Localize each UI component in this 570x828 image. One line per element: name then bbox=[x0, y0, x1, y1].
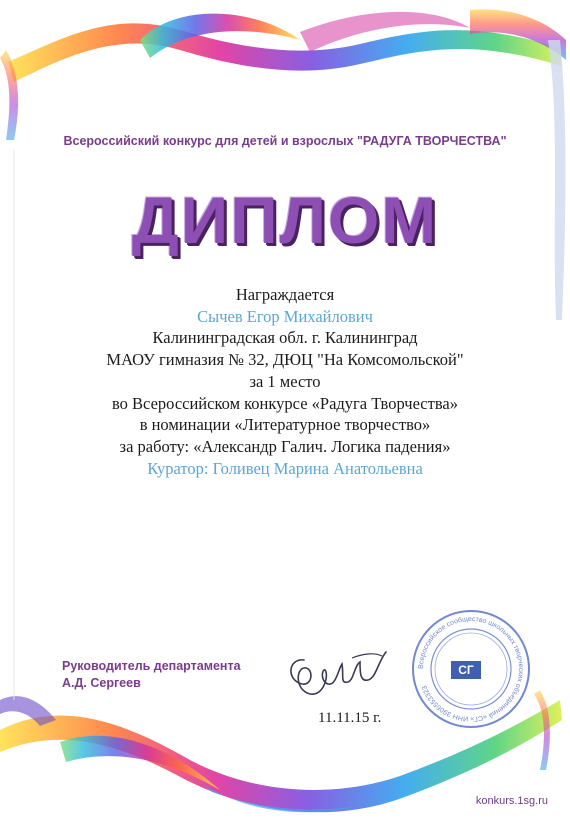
contest-header: Всероссийский конкурс для детей и взрослых "РАДУГА ТВОРЧЕСТВА" bbox=[63, 134, 507, 148]
recipient-name: Сычев Егор Михайлович bbox=[197, 306, 373, 326]
award-intro: Награждается bbox=[235, 285, 335, 304]
issue-date: 11.11.15 г. bbox=[318, 710, 382, 726]
signer-name: А.Д. Сергеев bbox=[62, 676, 141, 690]
handwritten-signature bbox=[282, 640, 392, 700]
award-work: за работу: «Александр Галич. Логика падения» bbox=[119, 436, 451, 456]
award-place: за 1 место bbox=[249, 371, 321, 391]
diploma-title: ДИПЛОМ bbox=[131, 183, 439, 257]
award-nomination: в номинации «Литературное творчество» bbox=[139, 415, 431, 435]
signer-block bbox=[62, 658, 241, 692]
signer-position: Руководитель департамента bbox=[62, 659, 241, 673]
award-contest: во Всероссийском конкурсе «Радуга Творчества» bbox=[112, 393, 458, 413]
award-curator: Куратор: Голивец Марина Анатольевна bbox=[147, 458, 423, 478]
seal-ring-text: Всероссийское сообщество школьных творческих объединений «СГ» ИНН 3906553323 bbox=[417, 615, 525, 723]
award-text bbox=[0, 284, 570, 479]
website-link[interactable]: konkurs.1sg.ru bbox=[475, 795, 548, 807]
recipient-school: МАОУ гимназия № 32, ДЮЦ "На Комсомольской" bbox=[106, 350, 464, 370]
seal-logo: СГ bbox=[451, 661, 481, 679]
recipient-region: Калининградская обл. г. Калининград bbox=[152, 328, 418, 348]
